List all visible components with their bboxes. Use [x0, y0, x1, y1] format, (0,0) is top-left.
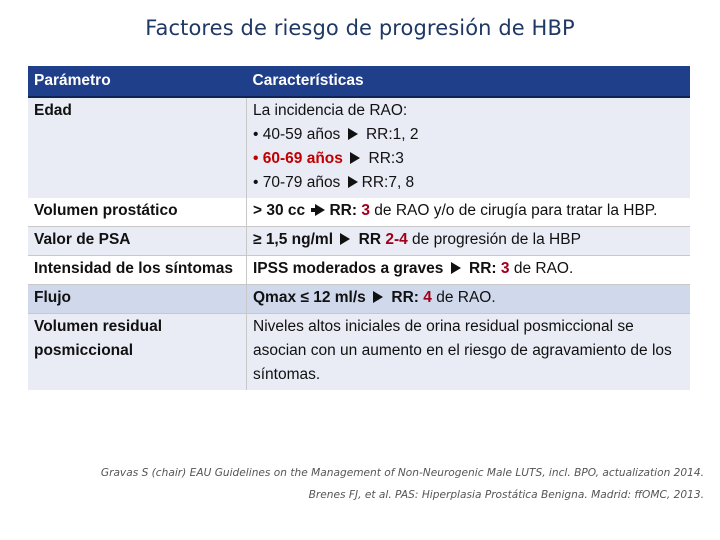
reference-2: Brenes FJ, et al. PAS: Hiperplasia Prostática Benigna. Madrid: ffOMC, 2013.: [308, 489, 704, 501]
header-caracteristicas: Características: [247, 66, 691, 97]
param-residual: Volumen residual posmiccional: [28, 314, 247, 391]
arrow-right-icon: [451, 262, 461, 274]
table-row-flujo: [28, 285, 690, 314]
param-flujo: Flujo: [28, 285, 247, 314]
arrow-right-icon: [350, 152, 360, 164]
table-row-sintomas: [28, 256, 690, 285]
arrow-right-icon: [373, 291, 383, 303]
table-row-volumen: [28, 198, 690, 227]
param-sintomas: Intensidad de los síntomas: [28, 256, 247, 285]
arrow-right-icon: [315, 204, 325, 216]
table-row-psa: [28, 227, 690, 256]
desc-sintomas: IPSS moderados a graves RR: 3 de RAO.: [247, 256, 691, 285]
desc-residual: Niveles altos iniciales de orina residual posmiccional se asocian con un aumento en el riesgo de agravamiento de los síntomas.: [247, 314, 691, 391]
table-row-residual: [28, 314, 690, 391]
edad-bullet-3: • 70-79 años RR:7, 8: [253, 174, 415, 191]
table-row-edad: [28, 97, 690, 198]
reference-1: Gravas S (chair) EAU Guidelines on the Management of Non-Neurogenic Male LUTS, incl. BPO, actualization 2014.: [100, 467, 704, 479]
arrow-right-icon: [340, 233, 350, 245]
desc-flujo: Qmax ≤ 12 ml/s RR: 4 de RAO.: [247, 285, 691, 314]
edad-bullet-1: • 40-59 años RR:1, 2: [253, 126, 419, 143]
page-title: Factores de riesgo de progresión de HBP: [145, 16, 575, 40]
header-parametro: Parámetro: [28, 66, 247, 97]
edad-intro: La incidencia de RAO:: [253, 102, 408, 119]
risk-factors-table: [28, 66, 690, 390]
desc-volumen: > 30 cc RR: 3 de RAO y/o de cirugía para tratar la HBP.: [247, 198, 691, 227]
desc-psa: ≥ 1,5 ng/ml RR 2-4 de progresión de la HBP: [247, 227, 691, 256]
references: [101, 462, 704, 506]
param-volumen: Volumen prostático: [28, 198, 247, 227]
arrow-right-icon: [348, 128, 358, 140]
desc-edad: [247, 97, 691, 198]
arrow-right-icon: [348, 176, 358, 188]
edad-bullet-2: • 60-69 años RR:3: [253, 150, 404, 167]
param-edad: Edad: [28, 97, 247, 198]
param-psa: Valor de PSA: [28, 227, 247, 256]
table-header-row: [28, 66, 690, 97]
